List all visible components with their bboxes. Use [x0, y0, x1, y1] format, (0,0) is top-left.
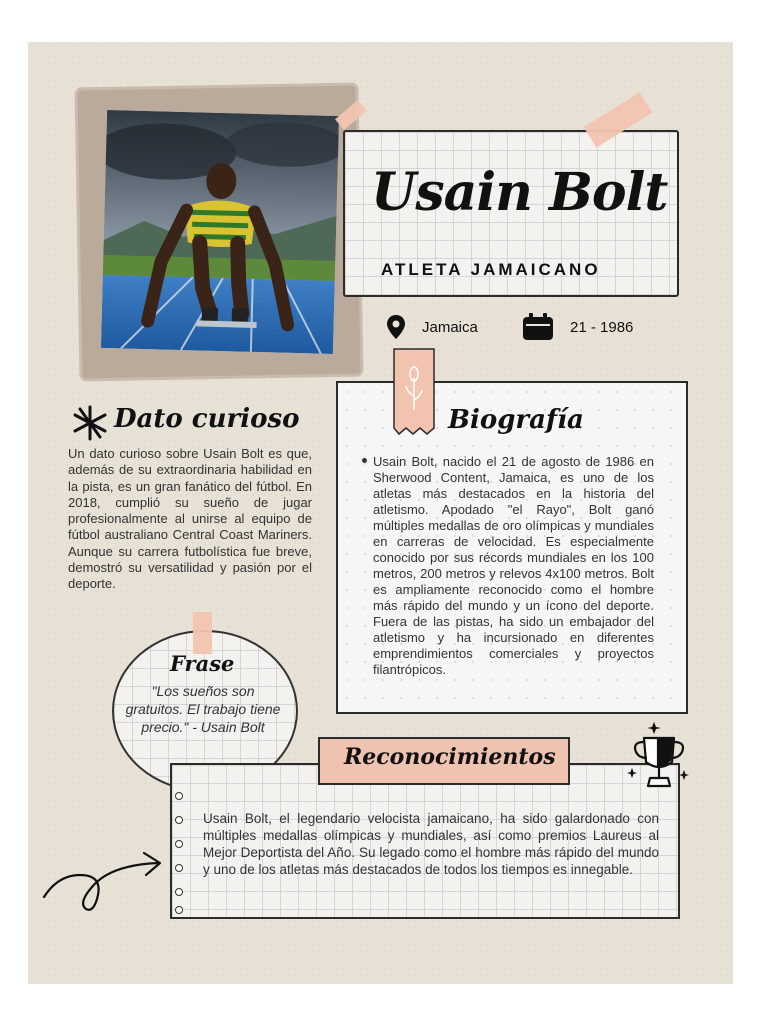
- location-text: Jamaica: [422, 318, 478, 336]
- date-info: [522, 313, 633, 341]
- binder-ring: [175, 906, 183, 914]
- reconocimientos-title: Reconocimientos: [344, 744, 556, 770]
- biografia-tape: [393, 348, 435, 436]
- curly-arrow-icon: [40, 845, 165, 917]
- binder-ring: [175, 864, 183, 872]
- biografia-text: Usain Bolt, nacido el 21 de agosto de 1986 en Sherwood Content, Jamaica, es uno de los atletas más destacados en la historia del atletismo. Apodado "el Rayo", Bolt ganó múltiples medallas de oro olímpicas y mundiales en carreras de velocidad. Es especialmente conocido por sus récords mundiales en los 100 metros, 200 metros y relevos 4x100 metros. Bolt es ampliamente reconocido como el hombre más rápido del mundo y un ícono del deporte. Fuera de las pistas, ha sido un embajador del atletismo y ha incursionado en diferentes emprendimientos comerciales y proyectos filantrópicos.: [373, 454, 654, 677]
- trophy-icon: [626, 720, 692, 796]
- dato-text: Un dato curioso sobre Usain Bolt es que, además de su extraordinaria habilidad en la pista, es un gran fanático del fútbol. En 2018, cumplió su sueño de jugar profesionalmente al unirse al equipo de fútbol australiano Central Coast Mariners. Aunque su carrera futbolística fue breve, demostró su versatilidad y pasión por el deporte.: [68, 446, 312, 592]
- date-text: 21 - 1986: [570, 318, 634, 336]
- frase-title: Frase: [170, 651, 235, 676]
- athlete-photo: [101, 110, 339, 354]
- binder-ring: [175, 888, 183, 896]
- dato-title: Dato curioso: [114, 404, 300, 434]
- name-card: [343, 130, 679, 297]
- page-title: Usain Bolt: [371, 162, 668, 223]
- frase-quote: "Los sueños son gratuitos. El trabajo tiene precio." - Usain Bolt: [125, 683, 281, 735]
- asterisk-icon: [72, 405, 108, 441]
- page-subtitle: ATLETA JAMAICANO: [381, 260, 601, 279]
- binder-ring: [175, 840, 183, 848]
- location-info: [386, 313, 478, 341]
- calendar-icon: [522, 313, 554, 341]
- reconocimientos-text: Usain Bolt, el legendario velocista jamaicano, ha sido galardonado con múltiples medallas olímpicas y mundiales, así como premios Laureus al Mejor Deportista del Año. Su legado como el hombre más rápido del mundo y uno de los atletas más destacados de todos los tiempos es innegable.: [203, 811, 659, 877]
- binder-ring: [175, 816, 183, 824]
- frase-tape: [193, 612, 212, 654]
- biografia-bullet: [362, 458, 367, 463]
- biografia-title: Biografía: [448, 405, 584, 435]
- binder-ring: [175, 792, 183, 800]
- map-pin-icon: [386, 314, 406, 340]
